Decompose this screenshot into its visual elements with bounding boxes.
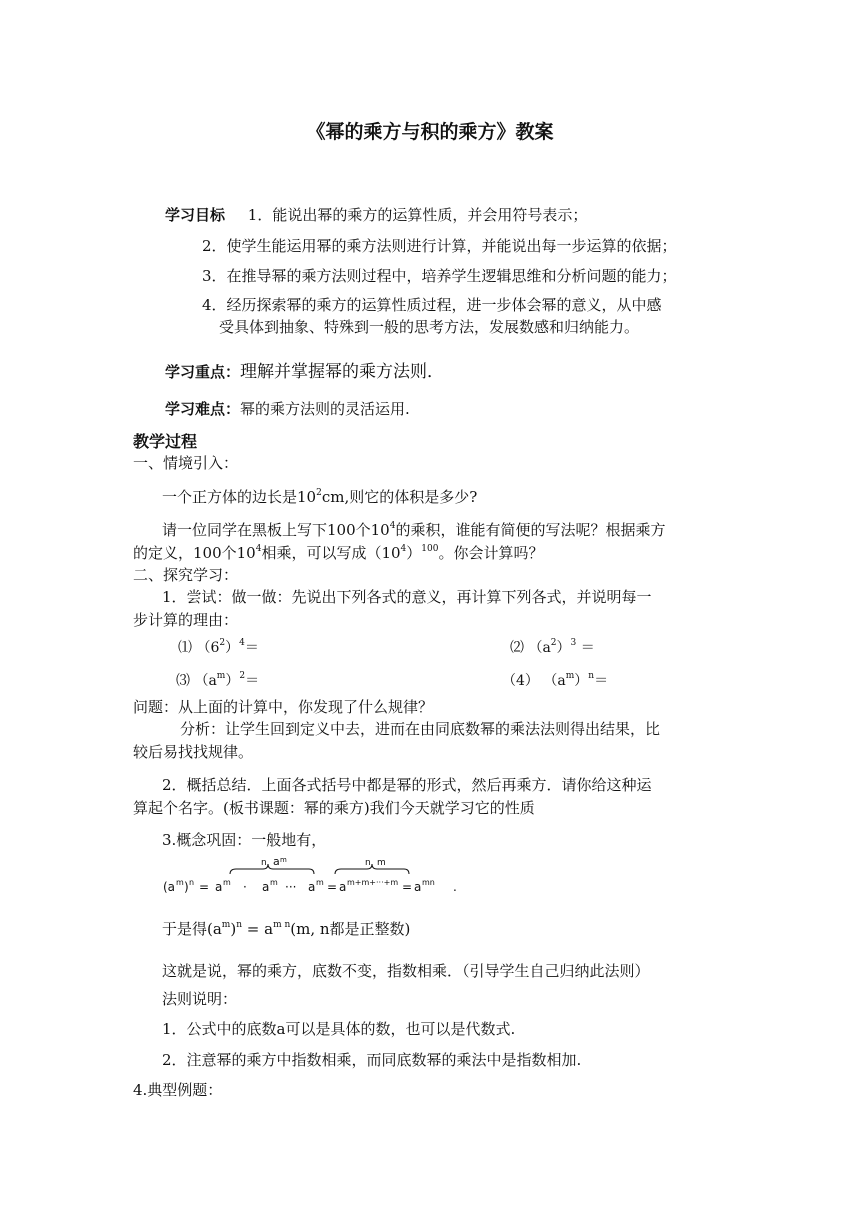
paragraph-line: 算起个名字。(板书课题：幂的乘方)我们今天就学习它的性质 (133, 799, 535, 817)
paragraph-line: 请一位同学在黑板上写下100个$10^4$的乘积，谁能有简便的写法呢？根据乘方 (162, 521, 666, 539)
objective-item: 1．能说出幂的乘方的运算性质，并会用符号表示； (247, 206, 588, 224)
svg-text:···: ··· (285, 880, 297, 894)
power-rule-derivation (163, 855, 483, 908)
paragraph-line: 2．概括总结．上面各式括号中都是幂的形式，然后再乘方．请你给这种运 (162, 776, 652, 794)
svg-text:=: = (402, 880, 413, 894)
objective-item: 2．使学生能运用幂的乘方法则进行计算，并能说出每一步运算的依据； (202, 237, 677, 255)
key-point (165, 357, 444, 382)
svg-text:m+m+···+m: m+m+···+m (347, 878, 399, 887)
svg-text:a: a (308, 880, 316, 894)
svg-text:a: a (262, 880, 270, 894)
paragraph-line: 较后易找找规律。 (133, 743, 254, 761)
rule-note-2: 2．注意幂的乘方中指数相乘，而同底数幂的乘法中是指数相加. (162, 1051, 582, 1069)
brace1-label-sup: m (280, 856, 287, 864)
paragraph-line: 分析：让学生回到定义中去，进而在由同底数幂的乘法法则得出结果，比 (180, 720, 661, 738)
page-title: 《幂的乘方与积的乘方》教案 (306, 121, 554, 143)
svg-text:a: a (339, 880, 347, 894)
exercise-3: ⑶ $(a^m)^2=$ (176, 671, 260, 689)
exercise-2: ⑵ $(a^2)^3$ ＝ (510, 638, 595, 656)
difficulty (165, 398, 410, 419)
rule-heading: 法则说明： (162, 990, 238, 1008)
svg-text:): ) (184, 880, 189, 894)
objective-item: 3．在推导幂的乘方法则过程中，培养学生逻辑思维和分析问题的能力； (202, 267, 677, 285)
objective-item: 受具体到抽象、特殊到一般的思考方法，发展数感和归纳能力。 (219, 318, 640, 336)
section1-heading: 一、情境引入： (133, 454, 239, 472)
objectives-first-line (165, 204, 587, 225)
svg-text:m: m (270, 878, 278, 887)
objectives-label: 学习目标 (165, 206, 226, 224)
paragraph-line: 1．尝试：做一做：先说出下列各式的意义，再计算下列各式，并说明每一 (162, 588, 652, 606)
svg-text:a: a (215, 880, 223, 894)
paragraph-line: 步计算的理由： (133, 611, 239, 629)
svg-text:=: = (199, 880, 210, 894)
svg-text:m: m (223, 878, 231, 887)
svg-text:·: · (243, 880, 247, 894)
examples-heading: 4.典型例题： (133, 1081, 223, 1099)
svg-text:m: m (316, 878, 324, 887)
derived-rule: 于是得$(a^m)^n = a^{m n}(m$, n都是正整数) (162, 920, 411, 938)
exercise-4: （4） $(a^m)^n=$ (502, 671, 609, 689)
exercise-1: ⑴ $(6^2)^4=$ (178, 638, 259, 656)
svg-text:m: m (176, 878, 184, 887)
section2-heading: 二、探究学习： (133, 566, 239, 584)
brace1-label-a: a (273, 855, 280, 868)
key-point-text: 理解并掌握幂的乘方法则． (240, 362, 445, 382)
svg-text:mn: mn (422, 878, 435, 887)
svg-text:.: . (453, 880, 457, 894)
objective-item: 4．经历探索幂的乘方的运算性质过程，进一步体会幂的意义，从中感 (202, 296, 662, 314)
process-heading: 教学过程 (133, 432, 198, 451)
brace2-label-n: n (365, 858, 371, 868)
rule-note-1: 1．公式中的底数a可以是具体的数，也可以是代数式. (162, 1020, 516, 1038)
svg-text:a: a (414, 880, 422, 894)
key-point-label: 学习重点： (165, 363, 241, 381)
brace2-label-m: m (377, 858, 386, 868)
difficulty-text: 幂的乘方法则的灵活运用. (240, 400, 410, 418)
svg-text:=: = (327, 880, 338, 894)
svg-text:n: n (189, 878, 195, 887)
rule-meaning: 这就是说，幂的乘方，底数不变，指数相乘．（引导学生自己归纳此法则） (162, 962, 650, 980)
brace1-label-n: n (261, 858, 267, 868)
difficulty-label: 学习难点： (165, 400, 241, 418)
svg-text:(a: (a (163, 880, 176, 894)
cube-question: 一个正方体的边长是$10^2cm$,则它的体积是多少? (162, 488, 478, 506)
question: 问题：从上面的计算中，你发现了什么规律？ (133, 698, 434, 716)
paragraph-line: 的定义，100个$10^4$相乘，可以写成$(10^4)^{100}$。你会计算吗？ (133, 544, 544, 562)
consolidate-line: 3.概念巩固：一般地有， (162, 831, 327, 849)
